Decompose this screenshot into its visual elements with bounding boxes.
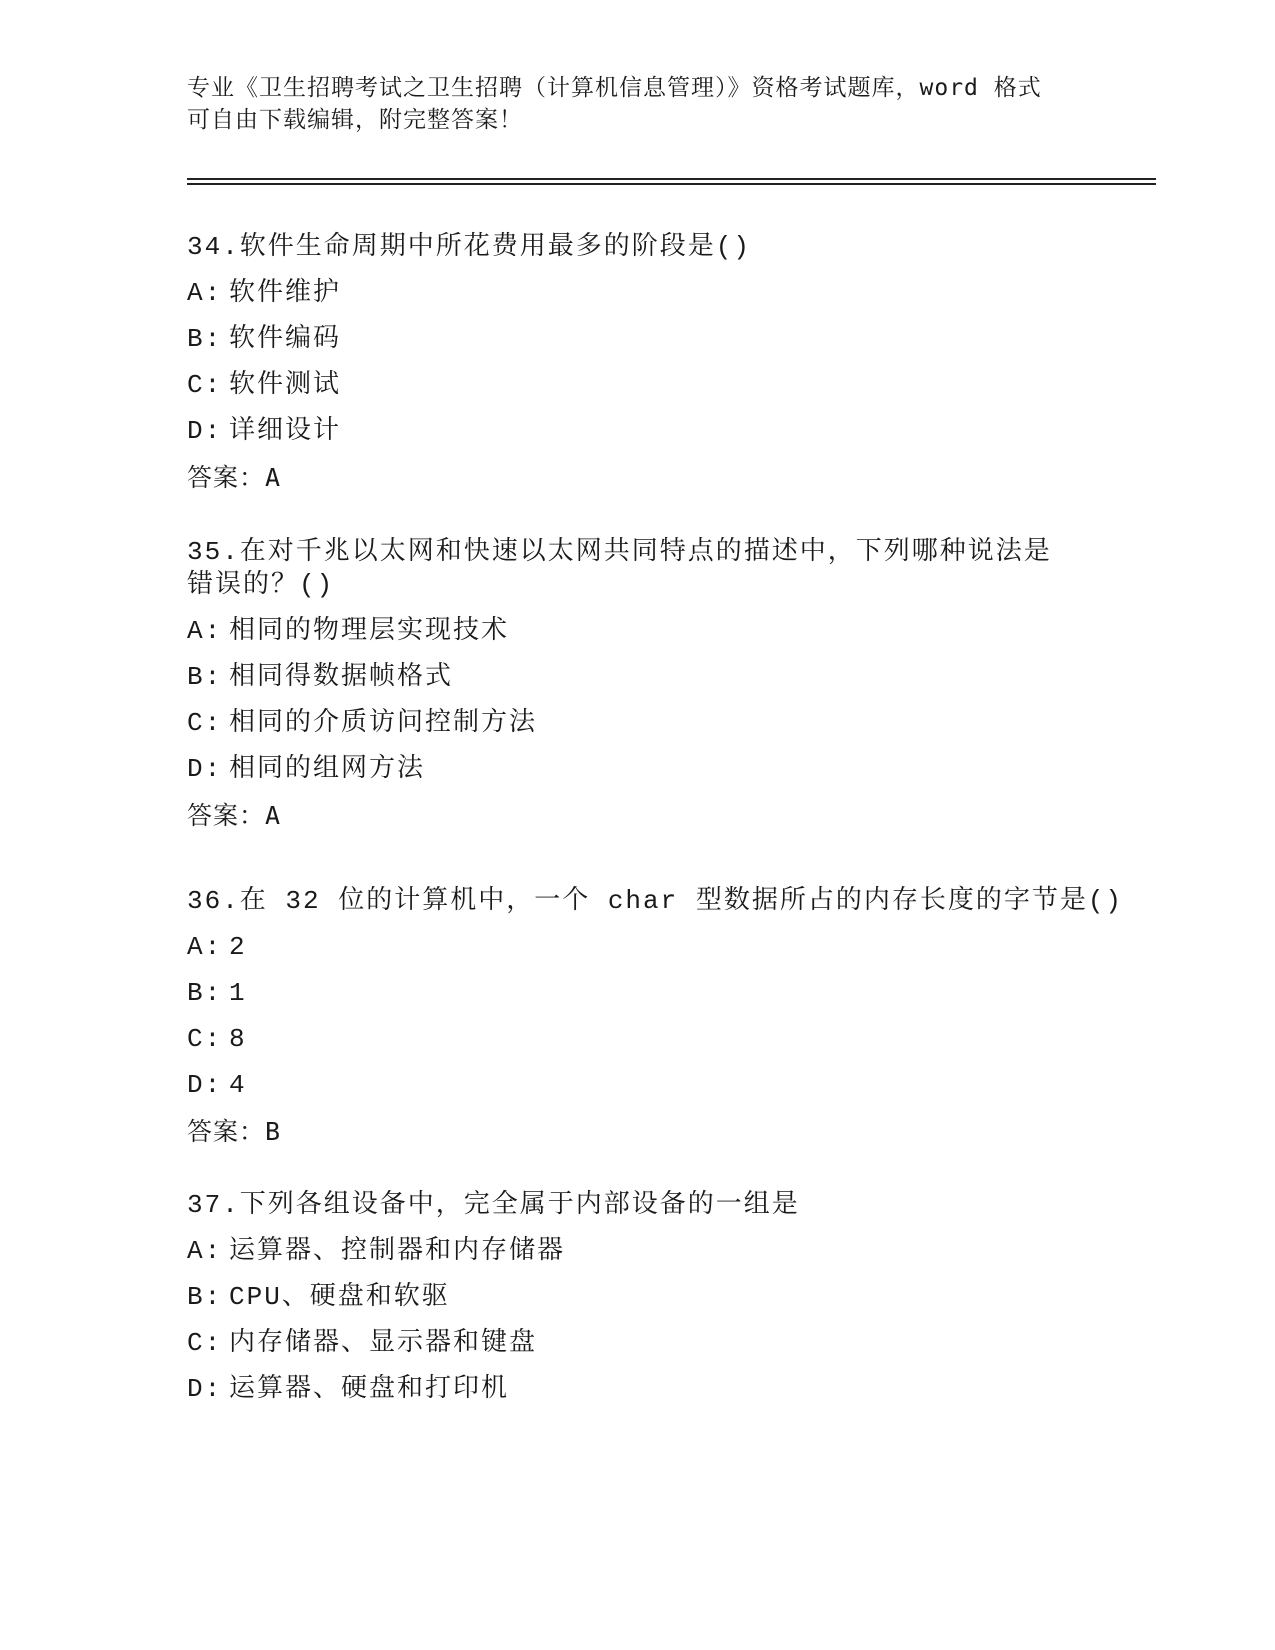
option-key: D: — [187, 1070, 223, 1100]
answer-label: 答案： — [187, 463, 266, 492]
option-text: 相同的物理层实现技术 — [229, 616, 510, 646]
option-text: 8 — [229, 1024, 247, 1054]
question-title — [187, 885, 1124, 918]
header-line-1: 专业《卫生招聘考试之卫生招聘（计算机信息管理）》资格考试题库，word 格式 — [187, 75, 1042, 101]
option-d — [187, 1069, 1087, 1102]
option-d — [187, 753, 1087, 786]
option-text: 1 — [229, 978, 247, 1008]
answer-value: A — [265, 801, 282, 830]
option-b — [187, 1281, 1087, 1314]
option-key: B: — [187, 1282, 223, 1312]
option-text: 软件维护 — [229, 278, 342, 308]
question-title — [187, 1189, 1087, 1222]
option-key: B: — [187, 978, 223, 1008]
option-text: 2 — [229, 932, 247, 962]
question-37 — [187, 1189, 1087, 1406]
option-key: D: — [187, 416, 223, 446]
option-text: 运算器、硬盘和打印机 — [229, 1374, 510, 1404]
option-text: CPU、硬盘和软驱 — [229, 1282, 450, 1312]
option-text: 软件测试 — [229, 370, 342, 400]
option-key: A: — [187, 616, 223, 646]
option-key: D: — [187, 1374, 223, 1404]
question-title-line: 34.软件生命周期中所花费用最多的阶段是() — [187, 232, 752, 262]
option-c — [187, 1023, 1087, 1056]
option-key: C: — [187, 1024, 223, 1054]
option-b — [187, 323, 1087, 356]
answer-line — [187, 799, 1087, 832]
answer-label: 答案： — [187, 1117, 266, 1146]
option-a — [187, 277, 1087, 310]
option-a — [187, 615, 1087, 648]
option-d — [187, 415, 1087, 448]
header-divider-top — [187, 178, 1156, 180]
option-key: D: — [187, 754, 223, 784]
option-key: A: — [187, 278, 223, 308]
question-35 — [187, 536, 1087, 832]
option-a — [187, 931, 1087, 964]
option-text: 运算器、控制器和内存储器 — [229, 1236, 566, 1266]
option-text: 相同的介质访问控制方法 — [229, 708, 538, 738]
option-key: A: — [187, 1236, 223, 1266]
answer-value: B — [265, 1117, 282, 1146]
option-key: A: — [187, 932, 223, 962]
option-c — [187, 1327, 1087, 1360]
option-text: 相同得数据帧格式 — [229, 662, 454, 692]
option-text: 4 — [229, 1070, 247, 1100]
answer-label: 答案： — [187, 801, 266, 830]
option-b — [187, 977, 1087, 1010]
question-title-line: 35.在对千兆以太网和快速以太网共同特点的描述中，下列哪种说法是 — [187, 537, 1052, 567]
answer-line — [187, 1115, 1087, 1148]
header-divider-bottom — [187, 183, 1156, 185]
header-line-2: 可自由下载编辑，附完整答案！ — [187, 107, 523, 133]
option-a — [187, 1235, 1087, 1268]
option-c — [187, 707, 1087, 740]
option-key: C: — [187, 1328, 223, 1358]
option-text: 软件编码 — [229, 324, 342, 354]
option-d — [187, 1373, 1087, 1406]
option-c — [187, 369, 1087, 402]
option-text: 详细设计 — [229, 416, 342, 446]
question-title-line: 37.下列各组设备中，完全属于内部设备的一组是 — [187, 1190, 800, 1220]
option-b — [187, 661, 1087, 694]
option-key: C: — [187, 370, 223, 400]
option-key: B: — [187, 662, 223, 692]
question-title-line: 错误的？() — [187, 570, 335, 600]
question-title — [187, 231, 1087, 264]
question-34 — [187, 231, 1087, 494]
question-36 — [187, 885, 1124, 1148]
option-key: B: — [187, 324, 223, 354]
question-title — [187, 536, 1087, 602]
question-title-line: 36.在 32 位的计算机中，一个 char 型数据所占的内存长度的字节是() — [187, 886, 1124, 916]
document-header — [187, 72, 1087, 136]
answer-line — [187, 461, 1087, 494]
option-text: 相同的组网方法 — [229, 754, 426, 784]
option-key: C: — [187, 708, 223, 738]
option-text: 内存储器、显示器和键盘 — [229, 1328, 538, 1358]
answer-value: A — [265, 463, 282, 492]
